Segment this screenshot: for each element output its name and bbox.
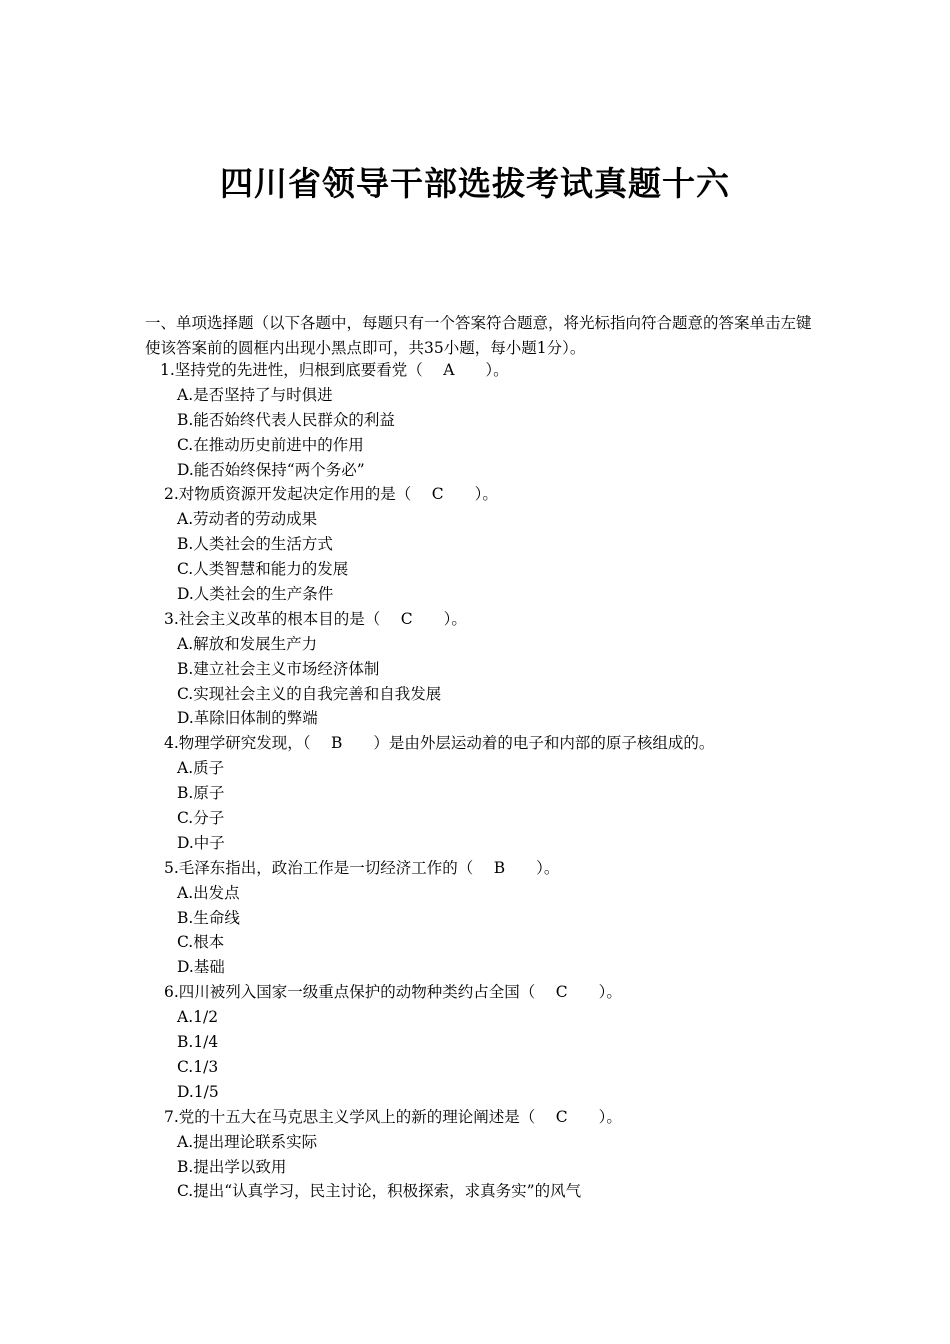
option-c[interactable]: C.提出“认真学习，民主讨论，积极探索，求真务实”的风气 — [177, 1182, 582, 1201]
option-d[interactable]: D.革除旧体制的弊端 — [177, 709, 318, 728]
option-b[interactable]: B.人类社会的生活方式 — [177, 535, 333, 554]
option-c[interactable]: C.分子 — [177, 809, 225, 828]
section-intro: 一、单项选择题（以下各题中，每题只有一个答案符合题意，将光标指向符合题意的答案单击左键使该答案前的圆框内出现小黑点即可，共35小题，每小题1分）。 — [145, 314, 812, 357]
question-stem: 5.毛泽东指出，政治工作是一切经济工作的（ B ）。 — [164, 858, 560, 877]
option-c[interactable]: C.1/3 — [177, 1057, 219, 1076]
option-a[interactable]: A.解放和发展生产力 — [177, 634, 318, 653]
option-a[interactable]: A.质子 — [177, 759, 225, 778]
option-d[interactable]: D.1/5 — [177, 1082, 219, 1101]
question-stem: 3.社会主义改革的根本目的是（ C ）。 — [164, 609, 467, 628]
option-d[interactable]: D.人类社会的生产条件 — [177, 585, 334, 604]
question-stem: 6.四川被列入国家一级重点保护的动物种类约占全国（ C ）。 — [164, 983, 622, 1002]
question-stem: 7.党的十五大在马克思主义学风上的新的理论阐述是（ C ）。 — [164, 1107, 622, 1126]
option-a[interactable]: A.1/2 — [177, 1008, 219, 1027]
option-d[interactable]: D.中子 — [177, 833, 225, 852]
question-stem: 4.物理学研究发现，（ B ）是由外层运动着的电子和内部的原子核组成的。 — [164, 734, 715, 753]
option-b[interactable]: B.建立社会主义市场经济体制 — [177, 659, 380, 678]
option-a[interactable]: A.提出理论联系实际 — [177, 1132, 318, 1151]
option-a[interactable]: A.是否坚持了与时俱进 — [177, 385, 333, 404]
option-b[interactable]: B.原子 — [177, 784, 225, 803]
option-c[interactable]: C.根本 — [177, 933, 225, 952]
option-a[interactable]: A.劳动者的劳动成果 — [177, 510, 318, 529]
option-b[interactable]: B.能否始终代表人民群众的利益 — [177, 410, 395, 429]
question-list — [0, 358, 950, 1204]
page-title: 四川省领导干部选拔考试真题十六 — [220, 164, 730, 203]
option-b[interactable]: B.生命线 — [177, 908, 240, 927]
question-stem: 1.坚持党的先进性，归根到底要看党（ A ）。 — [160, 361, 509, 379]
question-stem: 2.对物质资源开发起决定作用的是（ C ）。 — [164, 485, 498, 504]
option-d[interactable]: D.基础 — [177, 958, 225, 977]
option-c[interactable]: C.实现社会主义的自我完善和自我发展 — [177, 684, 442, 703]
option-a[interactable]: A.出发点 — [177, 883, 240, 902]
option-d[interactable]: D.能否始终保持“两个务必” — [177, 460, 365, 479]
option-c[interactable]: C.人类智慧和能力的发展 — [177, 560, 349, 579]
option-c[interactable]: C.在推动历史前进中的作用 — [177, 435, 364, 454]
option-b[interactable]: B.提出学以致用 — [177, 1157, 287, 1176]
option-b[interactable]: B.1/4 — [177, 1033, 219, 1052]
